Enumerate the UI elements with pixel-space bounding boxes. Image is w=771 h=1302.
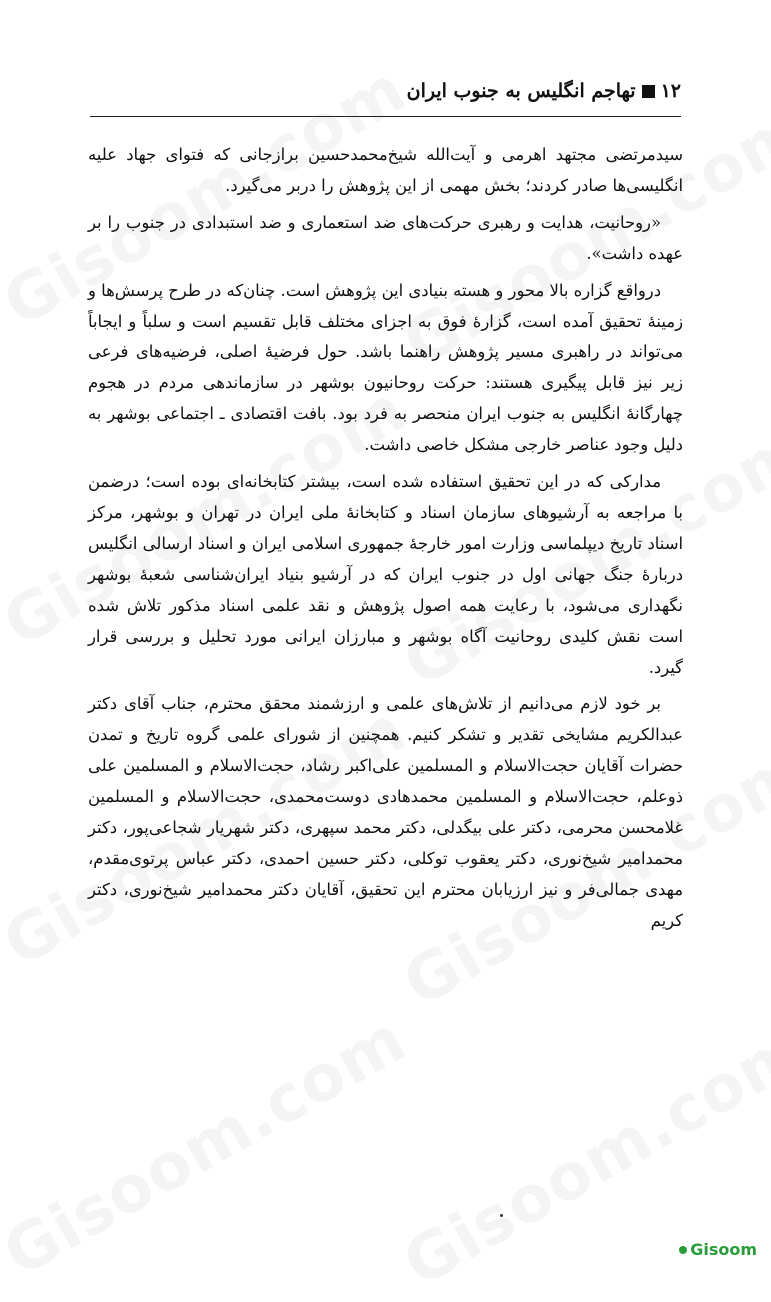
logo-text: Gisoom	[690, 1240, 757, 1259]
paragraph: درواقع گزاره بالا محور و هسته بنیادی این پژوهش است. چنان‌که در طرح پرسش‌ها و زمینهٔ تحقیق آمده است، گزارهٔ فوق به اجزای مختلف قابل تقسیم است و سلباً و ایجاباً می‌تواند در راهبری مسیر پژوهش راهنما باشد. حول فرضیهٔ اصلی، فرضیه‌های فرعی زیر نیز قابل پیگیری هستند: حرکت روحانیون بوشهر در سازماندهی مردم در هجوم چهارگانهٔ انگلیس به جنوب ایران منحصر به فرد بود. بافت اقتصادی ـ اجتماعی بوشهر به دلیل وجود عناصر خارجی مشکل خاصی داشت.	[88, 280, 683, 455]
square-bullet-icon	[642, 85, 655, 98]
page-number: ۱۲	[660, 80, 681, 102]
header-divider	[90, 116, 681, 117]
footer-mark	[500, 1214, 503, 1217]
paragraph: سیدمرتضی مجتهد اهرمی و آیت‌الله شیخ‌محمدحسین برازجانی که فتوای جهاد علیه انگلیسی‌ها صادر کردند؛ بخش مهمی از این پژوهش را دربر می‌گیرد.	[88, 145, 683, 195]
body-text	[88, 140, 683, 943]
logo-dot-icon	[679, 1246, 687, 1254]
paragraph: بر خود لازم می‌دانیم از تلاش‌های علمی و ارزشمند محقق محترم، جناب آقای دکتر عبدالکریم مشایخی تقدیر و تشکر کنیم. همچنین از شورای علمی گروه تاریخ و تمدن حضرات آقایان حجت‌الاسلام و المسلمین علی‌اکبر رشاد، حجت‌الاسلام و المسلمین علی ذوعلم، حجت‌الاسلام و المسلمین محمدهادی دوست‌محمدی، حجت‌الاسلام و المسلمین غلامحسن محرمی، دکتر علی بیگدلی، دکتر محمد سپهری، دکتر شهریار شجاعی‌پور، دکتر محمدامیر شیخ‌نوری، دکتر یعقوب توکلی، دکتر حسین احمدی، دکتر عباس پرتوی‌مقدم، مهدی جمالی‌فر و نیز ارزیابان محترم این تحقیق، آقایان دکتر محمدامیر شیخ‌نوری، دکتر کریم	[88, 694, 683, 930]
paragraph: مدارکی که در این تحقیق استفاده شده است، بیشتر کتابخانه‌ای بوده است؛ درضمن با مراجعه به آرشیوهای سازمان اسناد و کتابخانهٔ ملی ایران در تهران و بوشهر، مرکز اسناد تاریخ دیپلماسی وزارت امور خارجهٔ جمهوری اسلامی ایران و اسناد ارسالی انگلیس دربارهٔ جنگ جهانی اول در جنوب ایران که در آرشیو بنیاد ایران‌شناسی شعبهٔ بوشهر نگهداری می‌شود، با رعایت همه اصول پژوهش و نقد علمی اسناد مذکور تلاش شده است نقش کلیدی روحانیت آگاه بوشهر و مبارزان ایرانی مورد تحلیل و بررسی قرار گیرد.	[88, 472, 683, 677]
running-title: تهاجم انگلیس به جنوب ایران	[406, 80, 636, 102]
running-header	[407, 80, 681, 102]
paragraph: «روحانیت، هدایت و رهبری حرکت‌های ضد استعماری و ضد استبدادی در جنوب را بر عهده داشت».	[88, 212, 683, 263]
site-logo	[679, 1240, 757, 1259]
